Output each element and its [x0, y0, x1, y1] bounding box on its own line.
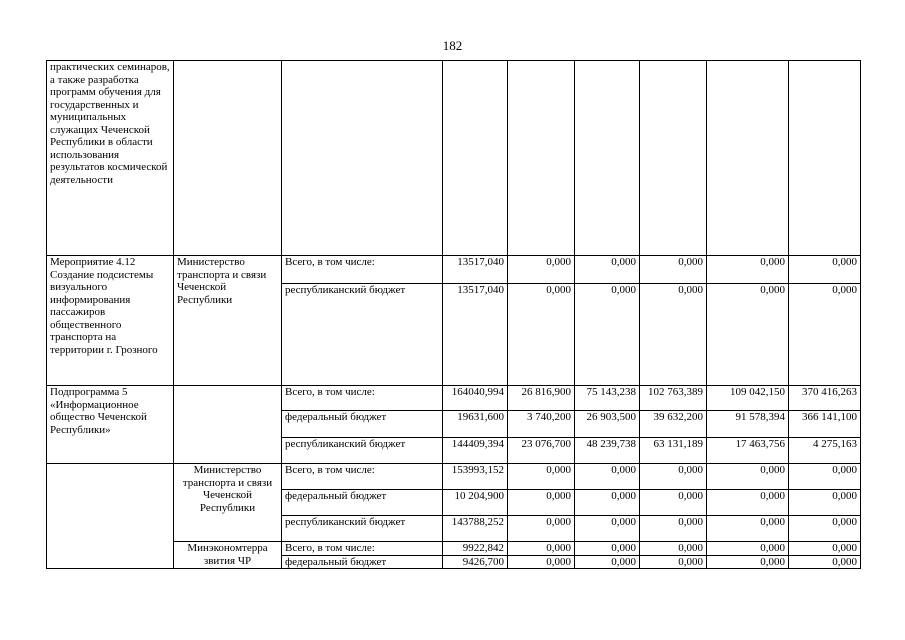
- source-cell: Всего, в том числе:: [282, 542, 443, 556]
- value-cell: 13517,040: [443, 284, 508, 386]
- value-cell: 26 816,900: [508, 386, 575, 411]
- value-cell: [640, 61, 707, 256]
- value-cell: 17 463,756: [707, 438, 789, 464]
- value-cell: 3 740,200: [508, 411, 575, 438]
- source-cell: республиканский бюджет: [282, 516, 443, 542]
- source-cell: Всего, в том числе:: [282, 464, 443, 490]
- value-cell: 0,000: [640, 490, 707, 516]
- value-cell: 0,000: [508, 516, 575, 542]
- org-cell: [174, 386, 282, 464]
- value-cell: 0,000: [575, 516, 640, 542]
- value-cell: 153993,152: [443, 464, 508, 490]
- value-cell: 0,000: [789, 542, 861, 556]
- table-row: [47, 386, 861, 411]
- value-cell: 0,000: [789, 464, 861, 490]
- value-cell: 109 042,150: [707, 386, 789, 411]
- value-cell: 23 076,700: [508, 438, 575, 464]
- value-cell: 26 903,500: [575, 411, 640, 438]
- value-cell: 0,000: [508, 542, 575, 556]
- value-cell: 0,000: [707, 490, 789, 516]
- activity-cell: Подпрограмма 5 «Информационное общество Чеченской Республики»: [47, 386, 174, 464]
- value-cell: 0,000: [640, 284, 707, 386]
- value-cell: 0,000: [640, 256, 707, 284]
- value-cell: 0,000: [707, 284, 789, 386]
- value-cell: 91 578,394: [707, 411, 789, 438]
- source-cell: федеральный бюджет: [282, 411, 443, 438]
- value-cell: 0,000: [707, 542, 789, 556]
- source-cell: республиканский бюджет: [282, 438, 443, 464]
- value-cell: 0,000: [707, 516, 789, 542]
- activity-cell: Мероприятие 4.12 Создание подсистемы визуального информирования пассажиров общественного транспорта на территории г. Грозного: [47, 256, 174, 386]
- value-cell: 0,000: [575, 464, 640, 490]
- source-cell: Всего, в том числе:: [282, 256, 443, 284]
- value-cell: 0,000: [789, 516, 861, 542]
- value-cell: 0,000: [789, 555, 861, 569]
- value-cell: 0,000: [508, 256, 575, 284]
- value-cell: 0,000: [575, 555, 640, 569]
- value-cell: [443, 61, 508, 256]
- value-cell: 63 131,189: [640, 438, 707, 464]
- value-cell: [508, 61, 575, 256]
- org-cell: Министерство транспорта и связи Чеченской Республики: [174, 464, 282, 542]
- value-cell: 0,000: [640, 464, 707, 490]
- org-cell: [174, 61, 282, 256]
- value-cell: 0,000: [508, 555, 575, 569]
- value-cell: 19631,600: [443, 411, 508, 438]
- value-cell: 48 239,738: [575, 438, 640, 464]
- source-cell: федеральный бюджет: [282, 490, 443, 516]
- value-cell: 164040,994: [443, 386, 508, 411]
- value-cell: 0,000: [789, 284, 861, 386]
- value-cell: 0,000: [707, 555, 789, 569]
- value-cell: 13517,040: [443, 256, 508, 284]
- value-cell: 0,000: [789, 256, 861, 284]
- value-cell: 75 143,238: [575, 386, 640, 411]
- value-cell: 0,000: [575, 542, 640, 556]
- value-cell: 9922,842: [443, 542, 508, 556]
- org-cell: Министерство транспорта и связи Чеченской Республики: [174, 256, 282, 386]
- value-cell: 366 141,100: [789, 411, 861, 438]
- value-cell: 39 632,200: [640, 411, 707, 438]
- value-cell: 370 416,263: [789, 386, 861, 411]
- value-cell: 0,000: [575, 256, 640, 284]
- value-cell: 10 204,900: [443, 490, 508, 516]
- source-cell: Всего, в том числе:: [282, 386, 443, 411]
- budget-table: [46, 60, 861, 569]
- value-cell: 0,000: [640, 555, 707, 569]
- source-cell: республиканский бюджет: [282, 284, 443, 386]
- value-cell: 0,000: [707, 464, 789, 490]
- value-cell: 102 763,389: [640, 386, 707, 411]
- value-cell: 0,000: [508, 284, 575, 386]
- value-cell: [789, 61, 861, 256]
- activity-cell-empty: [47, 464, 174, 569]
- value-cell: 0,000: [640, 516, 707, 542]
- table-row: [47, 61, 861, 256]
- value-cell: 0,000: [508, 464, 575, 490]
- page-number: 182: [442, 38, 463, 53]
- value-cell: 0,000: [789, 490, 861, 516]
- value-cell: 9426,700: [443, 555, 508, 569]
- value-cell: [707, 61, 789, 256]
- source-cell: федеральный бюджет: [282, 555, 443, 569]
- org-cell: Минэкономтерра звития ЧР: [174, 542, 282, 569]
- value-cell: [575, 61, 640, 256]
- value-cell: 0,000: [640, 542, 707, 556]
- activity-cell: практических семинаров, а также разработка программ обучения для государственных и муниципальных служащих Чеченской Республики в области использования результатов космической деятельности: [47, 61, 174, 256]
- value-cell: 143788,252: [443, 516, 508, 542]
- value-cell: 4 275,163: [789, 438, 861, 464]
- value-cell: 0,000: [707, 256, 789, 284]
- source-cell: [282, 61, 443, 256]
- value-cell: 0,000: [508, 490, 575, 516]
- value-cell: 0,000: [575, 284, 640, 386]
- table-row: [47, 464, 861, 490]
- value-cell: 144409,394: [443, 438, 508, 464]
- value-cell: 0,000: [575, 490, 640, 516]
- table-row: [47, 256, 861, 284]
